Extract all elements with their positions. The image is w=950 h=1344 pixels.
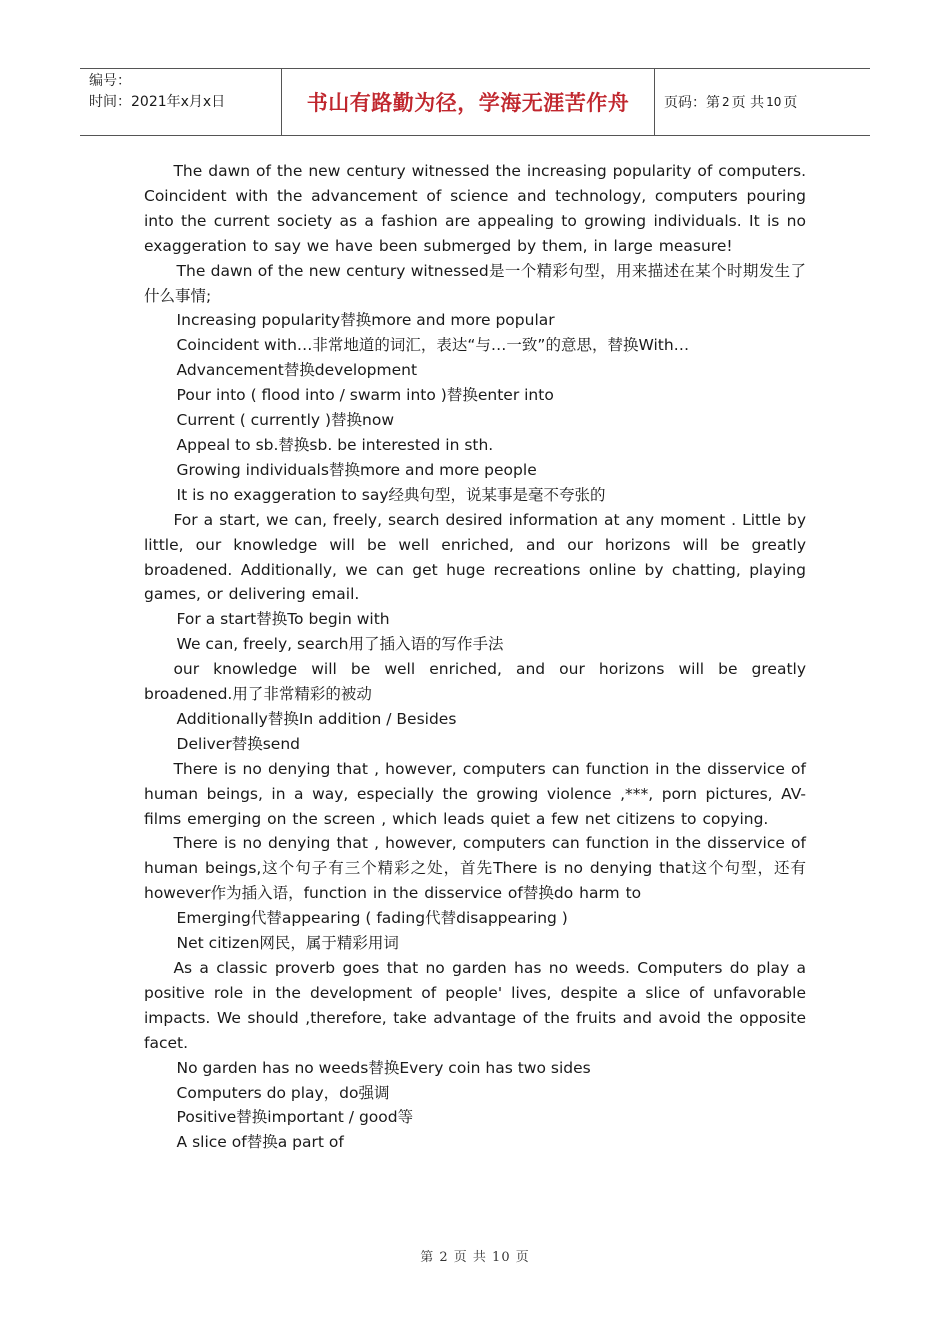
note-line: The dawn of the new century witnessed是一个精彩句型，用来描述在某个时期发生了什么事情; [144,261,806,305]
note-line: Coincident with…非常地道的词汇，表达“与…一致”的意思，替换With… [176,336,690,355]
note-line: Computers do play，do强调 [176,1083,390,1102]
note-line: It is no exaggeration to say经典句型，说某事是毫不夸张的 [176,485,606,504]
note-line: Pour into ( flood into / swarm into )替换enter into [176,386,554,405]
document-body [144,159,806,1155]
page-total: 10 [766,95,782,109]
paragraph: As a classic proverb goes that no garden has no weeds. Computers do play a positive role in the development of people' lives, despite a slice of unfavorable impacts. We should ,therefore, take advantage of the fruits and avoid the opposite facet. [144,959,806,1052]
paragraph: There is no denying that , however, computers can function in the disservice of human beings,这个句子有三个精彩之处，首先There is no denying that这个句型，还有however作为插入语，function in the disservice of替换do harm to [144,834,806,903]
header-meta [80,69,282,135]
note-line: Appeal to sb.替换sb. be interested in sth. [176,435,494,454]
note-line: Net citizen网民，属于精彩用词 [176,934,399,953]
note-line: Deliver替换send [176,734,300,753]
note-line: A slice of替换a part of [176,1133,344,1152]
header-page-info [655,69,870,135]
page-number: 2 [722,95,730,109]
note-line: No garden has no weeds替换Every coin has two sides [176,1058,591,1077]
paragraph: There is no denying that , however, computers can function in the disservice of human beings, in a way, especially the growing violence ,***, porn pictures, AV-films emerging on the screen , which leads quiet a few net citizens to copying. [144,759,806,828]
note-line: Additionally替换In addition / Besides [176,709,457,728]
note-line: For a start替换To begin with [176,610,390,629]
page-header [80,68,870,136]
paragraph: our knowledge will be well enriched, and our horizons will be greatly broadened.用了非常精彩的被动 [144,660,806,704]
note-line: Growing individuals替换more and more people [176,460,537,479]
note-line: Emerging代替appearing ( fading代替disappearing ) [176,909,568,928]
serial-label: 编号： [89,73,131,89]
note-line: Positive替换important / good等 [176,1108,414,1127]
page-mid: 页 共 [731,95,765,111]
page-suffix: 页 [783,95,798,111]
note-line: Increasing popularity替换more and more popular [176,311,555,330]
page-footer: 第 2 页 共 10 页 [420,1250,530,1265]
page-prefix: 页码：第 [664,95,720,111]
paragraph: The dawn of the new century witnessed the increasing popularity of computers. Coincident with the advancement of science and technology, computers pouring into the current society as a fashion are appealing to growing individuals. It is no exaggeration to say we have been submerged by them, in large measure! [144,162,806,255]
note-line: Advancement替换development [176,361,418,380]
note-line: We can, freely, search用了插入语的写作手法 [176,635,504,654]
note-line: Current ( currently )替换now [176,411,395,430]
date-label: 时间：2021年x月x日 [89,94,226,110]
header-motto: 书山有路勤为径，学海无涯苦作舟 [282,69,655,135]
paragraph: For a start, we can, freely, search desired information at any moment . Little by little, our knowledge will be well enriched, and our horizons will be greatly broadened. Additionally, we can get huge recreations online by chatting, playing games, or delivering email. [144,510,806,604]
